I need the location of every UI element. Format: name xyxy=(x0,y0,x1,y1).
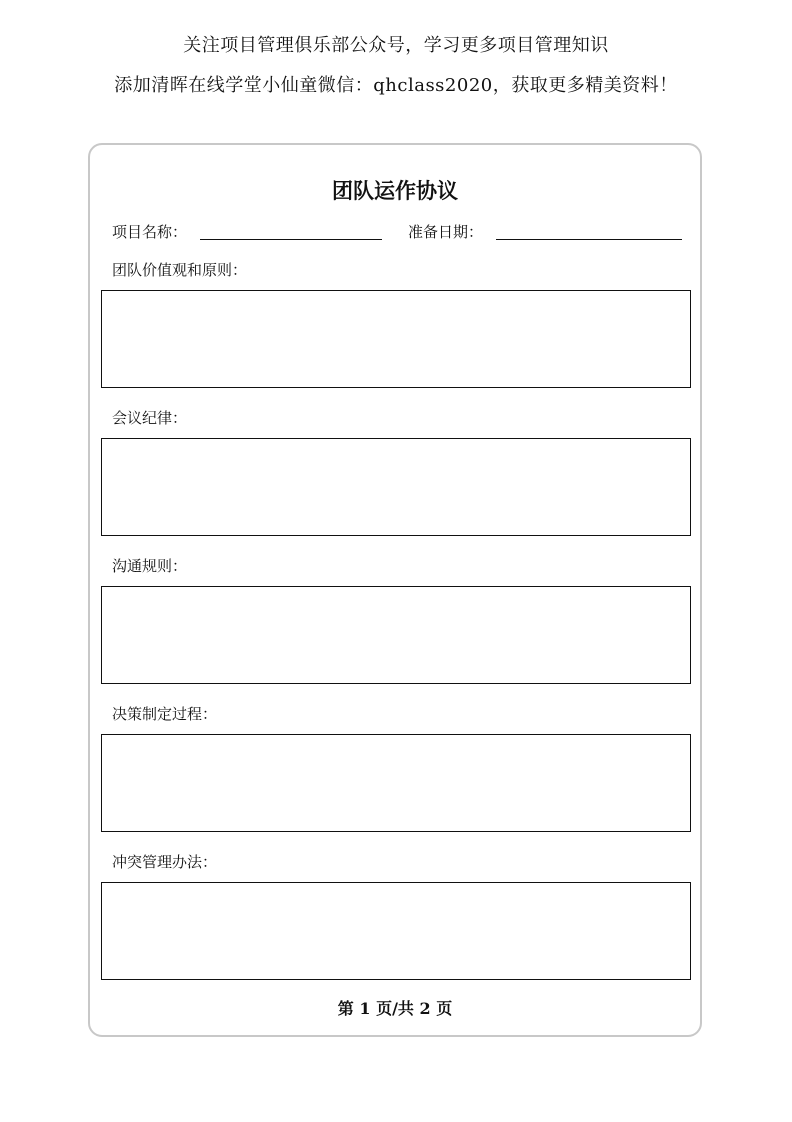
section-label-decision: 决策制定过程： xyxy=(112,705,218,723)
section-label-conflict: 冲突管理办法： xyxy=(112,853,218,871)
project-name-field[interactable] xyxy=(200,239,382,240)
header-line-2: 添加清晖在线学堂小仙童微信：qhclass2020，获取更多精美资料！ xyxy=(114,75,678,96)
section-box-conflict[interactable] xyxy=(101,882,691,980)
section-label-communication: 沟通规则： xyxy=(112,557,188,575)
header-fields xyxy=(112,221,678,243)
section-box-communication[interactable] xyxy=(101,586,691,684)
section-box-meeting[interactable] xyxy=(101,438,691,536)
section-box-values[interactable] xyxy=(101,290,691,388)
project-name-label: 项目名称： xyxy=(112,223,188,241)
section-label-values: 团队价值观和原则： xyxy=(112,261,248,279)
page-number: 第 1 页/共 2 页 xyxy=(337,999,453,1018)
section-label-meeting: 会议纪律： xyxy=(112,409,188,427)
section-box-decision[interactable] xyxy=(101,734,691,832)
prep-date-field[interactable] xyxy=(496,239,682,240)
prep-date-label: 准备日期： xyxy=(408,223,484,241)
form-title: 团队运作协议 xyxy=(332,179,458,203)
form-card xyxy=(88,143,702,1037)
header-line-1: 关注项目管理俱乐部公众号，学习更多项目管理知识 xyxy=(183,35,609,56)
